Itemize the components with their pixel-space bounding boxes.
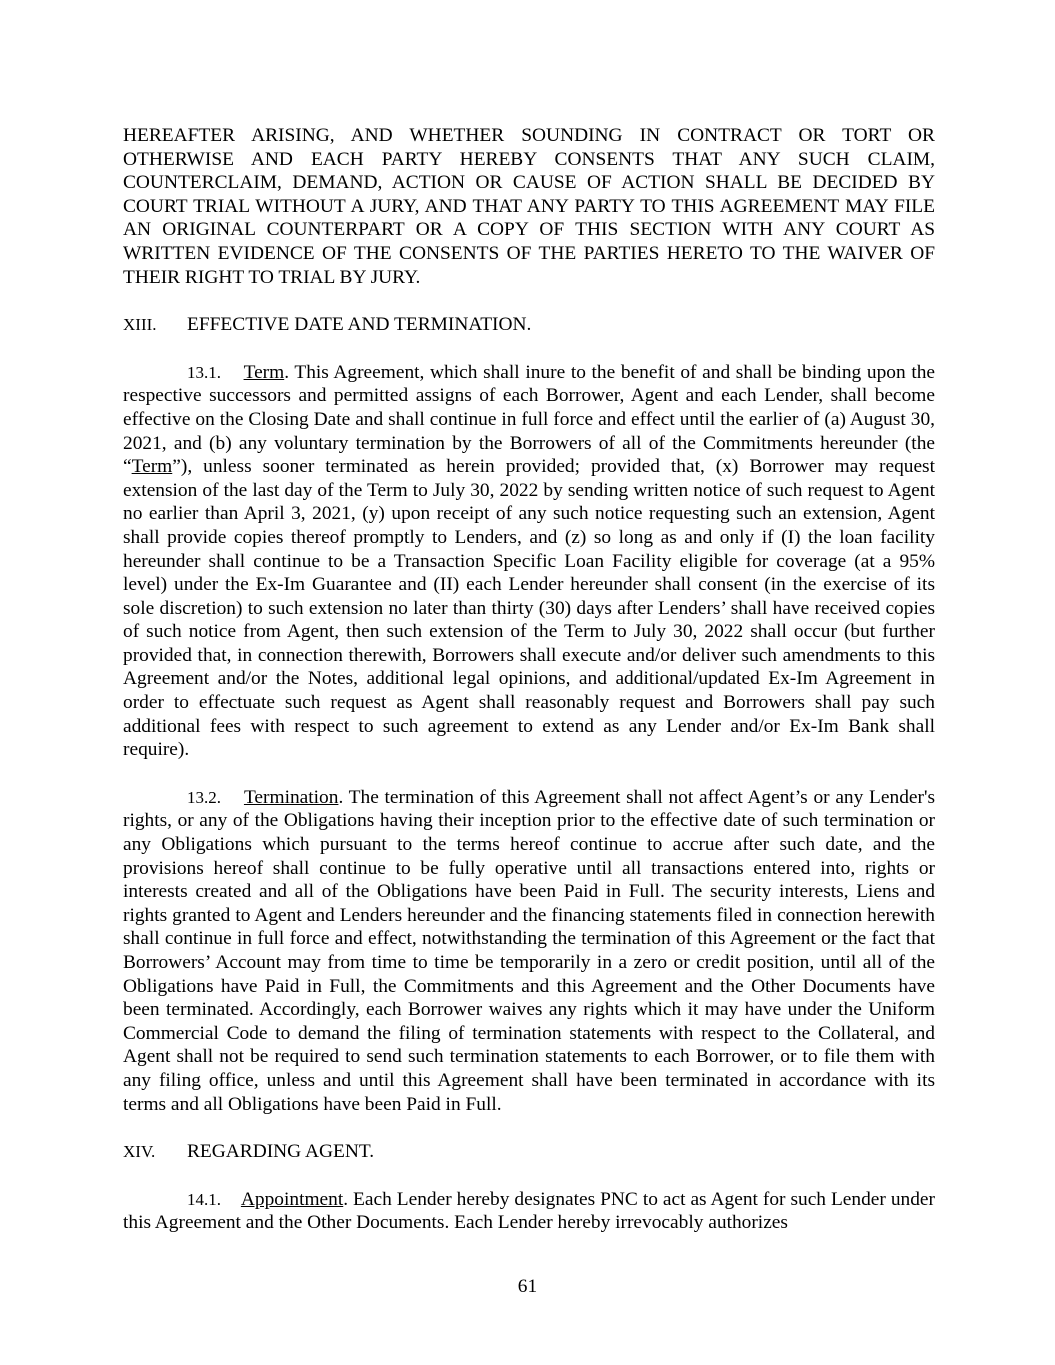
article-14-heading: [123, 1140, 935, 1164]
section-title: Term: [243, 361, 285, 383]
section-title: Appointment: [240, 1188, 344, 1210]
article-number: XIV.: [123, 1142, 156, 1162]
section-text: . This Agreement, which shall inure to the benefit of and shall be binding upon the respective successors and permitted assigns of each Borrower, Agent and each Lender, shall become effective on the Closing Date and shall continue in full force and effect until the earlier of (a) August 30, 2021, and (b) any voluntary termination by the Borrowers of all of the Commitments hereunder (the “: [123, 361, 936, 478]
page-body: [123, 124, 935, 1235]
section-text: . Each Lender hereby designates PNC to act as Agent for such Lender under this Agreement and the Other Documents. Each Lender hereby irrevocably authorizes: [123, 1188, 935, 1234]
section-title: Termination: [243, 786, 339, 808]
section-number: 14.1.: [187, 1189, 221, 1209]
section-text-continued: ”), unless sooner terminated as herein provided; provided that, (x) Borrower may request extension of the last day of the Term to July 30, 2022 by sending written notice of such request to Agent no earlier than April 3, 2021, (y) upon receipt of any such notice requesting such an extension, Agent shall provide copies thereof promptly to Lenders, and (z) so long as and only if (I) the loan facility hereunder shall continue to be a Transaction Specific Loan Facility eligible for coverage (at a 95% level) under the Ex-Im Guarantee and (II) each Lender hereunder shall consent (in the exercise of its sole discretion) to such extension no later than thirty (30) days after Lenders’ shall have received copies of such notice from Agent, then such extension of the Term to July 30, 2022 shall occur (but further provided that, in connection therewith, Borrowers shall execute and/or deliver such amendments to this Agreement and/or the Notes, additional legal opinions, and additional/updated Ex-Im Agreement in order to effectuate such request as Agent shall reasonably request and Borrowers shall pay such additional fees with respect to such agreement to extend as any Lender and/or Ex-Im Bank shall require).: [123, 456, 935, 761]
defined-term: Term: [131, 456, 173, 478]
article-title: REGARDING AGENT.: [187, 1141, 375, 1163]
article-number: XIII.: [123, 315, 157, 335]
page-number: 61: [517, 1276, 538, 1297]
section-number: 13.1.: [187, 362, 221, 382]
section-text: . The termination of this Agreement shall not affect Agent’s or any Lender's rights, or any of the Obligations having their inception prior to the effective date of such termination or any Obligations which pursuant to the terms hereof continue to accrue after such date, and the provisions hereof shall continue to be fully operative until all transactions entered into, rights or interests created and all of the Obligations have been Paid in Full. The security interests, Liens and rights granted to Agent and Lenders hereunder and the financing statements filed in connection herewith shall continue in full force and effect, notwithstanding the termination of this Agreement or the fact that Borrowers’ Account may from time to time be temporarily in a zero or credit position, until all of the Obligations have Paid in Full, the Commitments and this Agreement and the Other Documents have been terminated. Accordingly, each Borrower waives any rights which it may have under the Uniform Commercial Code to demand the filing of termination statements with respect to the Collateral, and Agent shall not be required to send such termination statements to each Borrower, or to file them with any filing office, unless and until this Agreement shall have been terminated in accordance with its terms and all Obligations have been Paid in Full.: [123, 786, 936, 1115]
article-title: EFFECTIVE DATE AND TERMINATION.: [187, 314, 532, 336]
section-14-1: [123, 1188, 935, 1235]
jury-waiver-paragraph: HEREAFTER ARISING, AND WHETHER SOUNDING IN CONTRACT OR TORT OR OTHERWISE AND EACH PARTY HEREBY CONSENTS THAT ANY SUCH CLAIM, COUNTERCLAIM, DEMAND, ACTION OR CAUSE OF ACTION SHALL BE DECIDED BY COURT TRIAL WITHOUT A JURY, AND THAT ANY PARTY TO THIS AGREEMENT MAY FILE AN ORIGINAL COUNTERPART OR A COPY OF THIS SECTION WITH ANY COURT AS WRITTEN EVIDENCE OF THE CONSENTS OF THE PARTIES HERETO TO THE WAIVER OF THEIR RIGHT TO TRIAL BY JURY.: [123, 125, 935, 288]
article-13-heading: [123, 313, 935, 337]
section-13-1: [123, 361, 935, 762]
section-13-2: [123, 786, 935, 1116]
section-number: 13.2.: [187, 787, 221, 807]
